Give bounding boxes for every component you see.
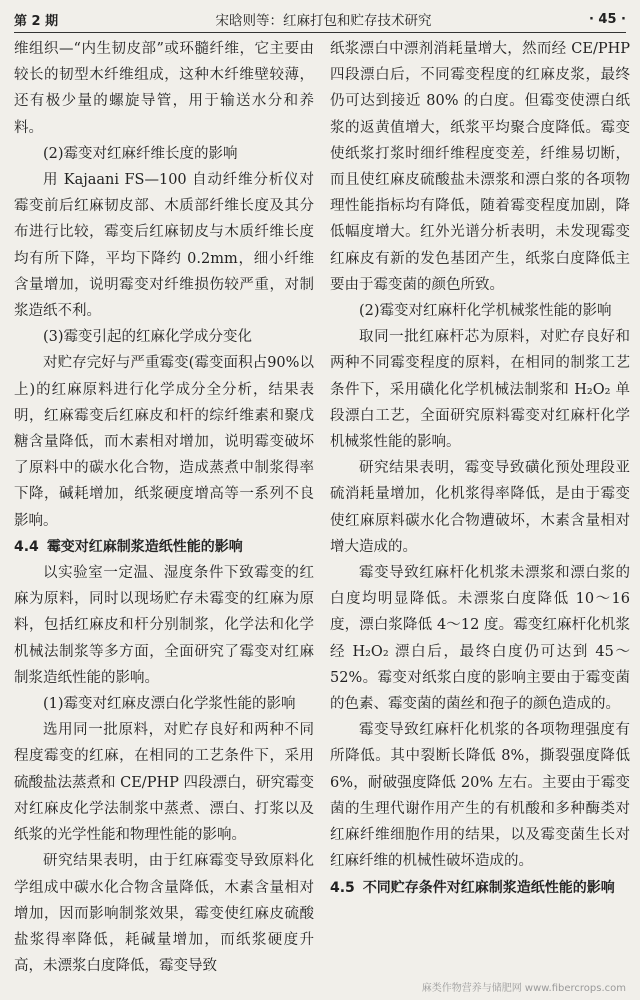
body-paragraph: 用 Kajaani FS—100 自动纤维分析仪对霉变前后红麻韧皮部、木质部纤维长度及其分布进行比较，霉变后红麻韧皮与木质纤维长度均有所下降，平均下降约 0.2mm，细小纤维含量增加，说明霉变对纤维损伤较严重，对制浆造纸不利。: [14, 172, 314, 320]
body-paragraph: 研究结果表明，由于红麻霉变导致原料化学组成中碳水化合物含量降低，木素含量相对增加，因而影响制浆效果，霉变使红麻皮硫酸盐浆得率降低，耗碱量增加，而纸浆硬度升高，未漂浆白度降低，霉变导致: [14, 853, 314, 975]
section-heading: [330, 875, 630, 901]
body-paragraph: 取同一批红麻杆芯为原料，对贮存良好和两种不同霉变程度的原料，在相同的制浆工艺条件下，采用磺化化学机械法制浆和 H₂O₂ 单段漂白工艺，全面研究原料霉变对红麻杆化学机械浆性能的影响。: [330, 329, 630, 451]
body-paragraph: 选用同一批原料，对贮存良好和两种不同程度霉变的红麻，在相同的工艺条件下，采用硫酸盐法蒸煮和 CE/PHP 四段漂白，研究霉变对红麻皮化学法制浆中蒸煮、漂白、打浆以及纸浆的光学性能和物理性能的影响。: [14, 722, 314, 844]
subsection-title: (1)霉变对红麻皮漂白化学浆性能的影响: [43, 696, 296, 713]
body-paragraph: 霉变导致红麻杆化机浆的各项物理强度有所降低。其中裂断长降低 8%，撕裂强度降低 6%，耐破强度降低 20% 左右。主要由于霉变菌的生理代谢作用产生的有机酸和多种酶类对红麻纤维细胞作用的结果，以及霉变菌生长对红麻纤维的机械性破坏造成的。: [330, 722, 630, 870]
watermark: 麻类作物营养与储肥网 www.fibercrops.com: [421, 983, 626, 994]
subsection-title: (2)霉变对红麻纤维长度的影响: [43, 145, 238, 162]
body-paragraph: 对贮存完好与严重霉变(霉变面积占90%以上)的红麻原料进行化学成分全分析，结果表明，红麻霉变后红麻皮和杆的综纤维素和聚戊糖含量降低，而木素相对增加，说明霉变破坏了原料中的碳水化合物，造成蒸煮中制浆得率下降，碱耗增加，纸浆硬度增高等一系列不良影响。: [14, 355, 314, 529]
right-column: [330, 36, 630, 994]
page-header: [14, 6, 626, 33]
body-paragraph: 以实验室一定温、湿度条件下致霉变的红麻为原料，同时以现场贮存未霉变的红麻为原料，包括红麻皮和杆分别制浆，化学法和化学机械法制浆等多方面，全面研究了霉变对红麻制浆造纸性能的影响。: [14, 565, 314, 686]
body-paragraph: 纸浆漂白中漂剂消耗量增大，然而经 CE/PHP 四段漂白后，不同霉变程度的红麻皮浆，最终仍可达到接近 80% 的白度。但霉变使漂白纸浆的返黄值增大，纸浆平均聚合度降低。霉变使纸浆打浆时细纤维程度变差，纤维易切断，而且使红麻皮硫酸盐未漂浆和漂白浆的各项物理性能指标均有降低，随着霉变程度加剧，降低幅度增大。红外光谱分析表明，未发现霉变红麻皮有新的发色基团产生，纸浆白度降低主要由于霉变菌的颜色所致。: [330, 41, 630, 293]
section-title: 霉变对红麻制浆造纸性能的影响: [46, 538, 243, 555]
subsection-title: (3)霉变引起的红麻化学成分变化: [43, 329, 253, 346]
section-number: 4.5: [330, 879, 355, 896]
left-column: [14, 36, 314, 994]
section-number: 4.4: [14, 538, 39, 555]
page-number: · 45 ·: [588, 11, 626, 27]
body-paragraph: 霉变导致红麻杆化机浆未漂浆和漂白浆的白度均明显降低。未漂浆白度降低 10～16 度，漂白浆降低 4～12 度。霉变红麻杆化机浆经 H₂O₂ 漂白后，最终白度仍可达到 45～52%。霉变对纸浆白度的影响主要由于霉变菌的色素、霉变菌的菌丝和孢子的颜色造成的。: [330, 565, 630, 713]
issue-number: 第 2 期: [14, 13, 59, 29]
body-paragraph: 维组织—“内生韧皮部”或环髓纤维，它主要由较长的韧型木纤维组成，这种木纤维壁较薄，还有极少量的螺旋导管，用于输送水分和养料。: [14, 41, 314, 136]
subsection-title: (2)霉变对红麻杆化学机械浆性能的影响: [359, 303, 612, 320]
section-heading: [14, 534, 314, 560]
body-paragraph: 研究结果表明，霉变导致磺化预处理段亚硫消耗量增加，化机浆得率降低，是由于霉变使红麻原料碳水化合物遭破坏，木素含量相对增大造成的。: [330, 460, 630, 555]
running-title: 宋晗则等：红麻打包和贮存技术研究: [215, 13, 432, 29]
section-title: 不同贮存条件对红麻制浆造纸性能的影响: [362, 879, 615, 896]
